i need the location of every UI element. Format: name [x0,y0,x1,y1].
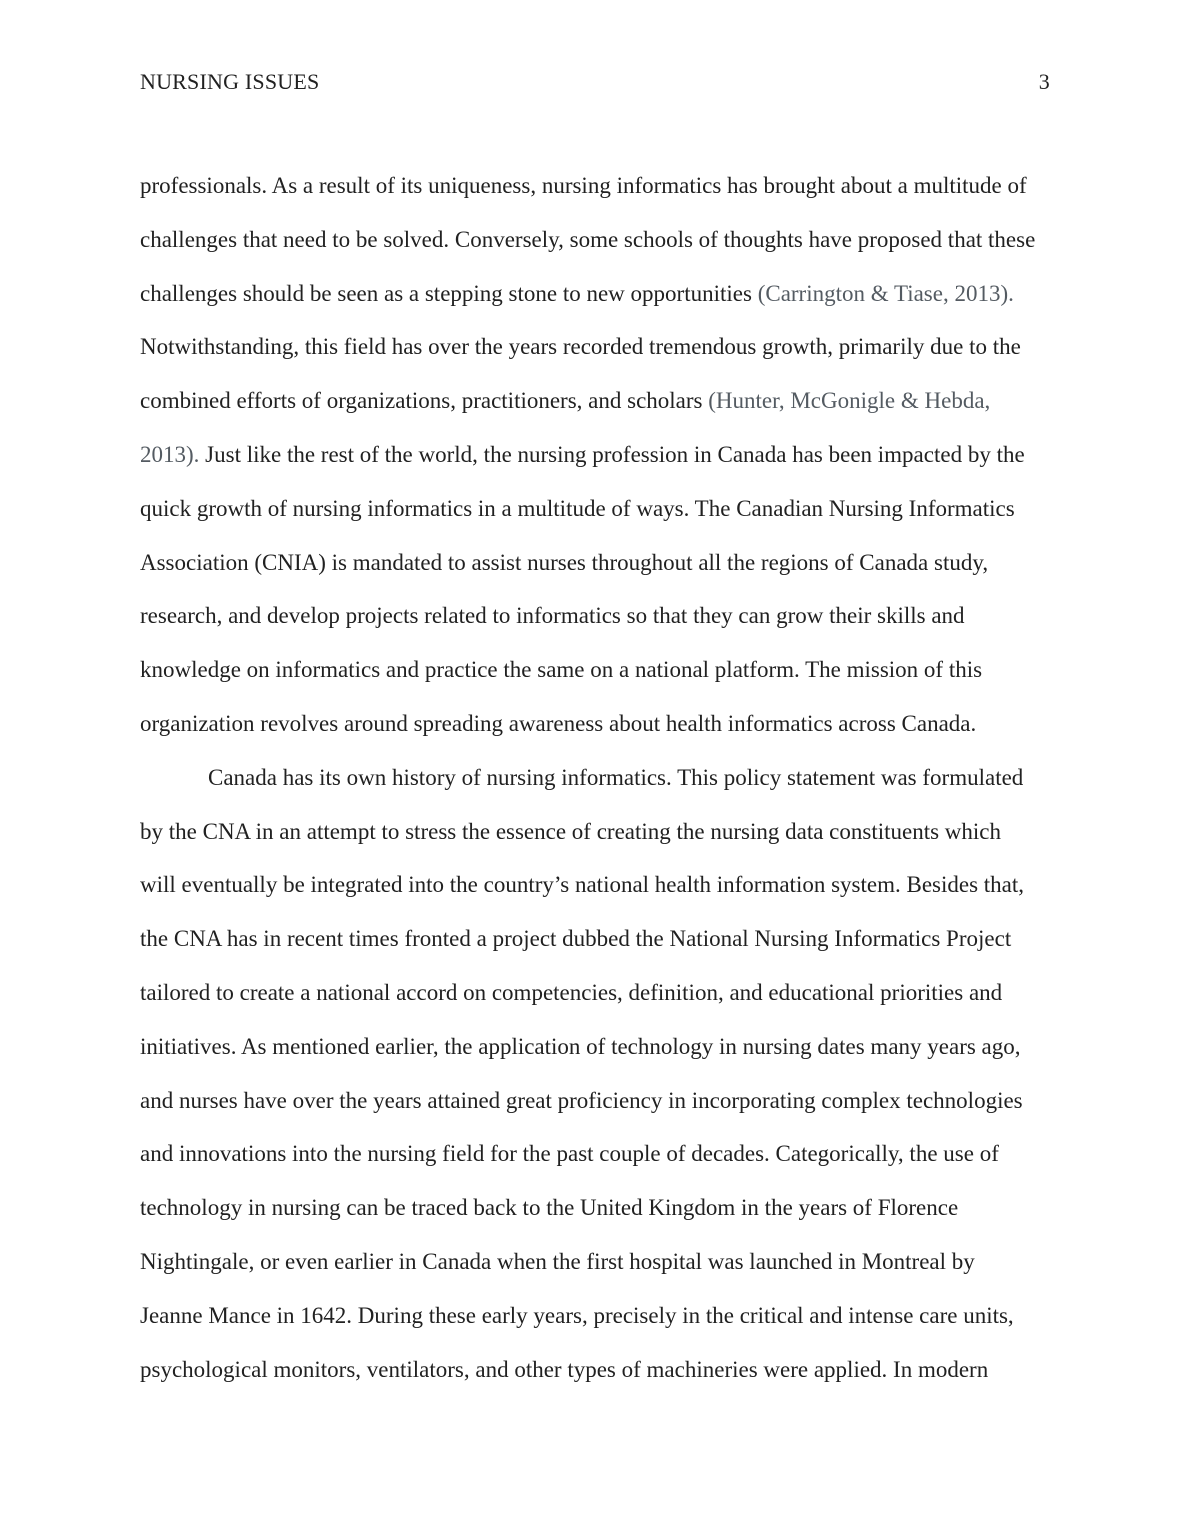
body-text-segment: Nightingale, or even earlier in Canada when the first hospital was launched in Montreal by [140,1248,975,1274]
body-text-segment: and nurses have over the years attained great proficiency in incorporating complex technologies [140,1087,1023,1113]
text-line [140,159,1058,213]
body-text-segment: challenges that need to be solved. Conversely, some schools of thoughts have proposed that these [140,226,1036,252]
body-text-segment: Association (CNIA) is mandated to assist nurses throughout all the regions of Canada study, [140,549,989,575]
body-text-segment: tailored to create a national accord on competencies, definition, and educational priorities and [140,979,1003,1005]
text-line [140,858,1058,912]
text-line [140,536,1058,590]
page-number: 3 [1038,69,1050,94]
body-text-segment: initiatives. As mentioned earlier, the application of technology in nursing dates many years ago, [140,1033,1021,1059]
body-text-segment: will eventually be integrated into the country’s national health information system. Besides that, [140,872,1025,898]
body-text-segment: Canada has its own history of nursing informatics. This policy statement was formulated [208,764,1024,790]
text-line [140,1235,1058,1289]
text-line [140,643,1058,697]
citation-text: (Carrington & Tiase, 2013). [757,280,1014,306]
body-text-segment: the CNA has in recent times fronted a project dubbed the National Nursing Informatics Project [140,926,1012,952]
text-line [140,751,1058,805]
body-text-segment: challenges should be seen as a stepping stone to new opportunities [140,280,758,306]
text-line [140,912,1058,966]
citation-text: 2013). [140,441,200,467]
body-text-segment: quick growth of nursing informatics in a multitude of ways. The Canadian Nursing Informatics [140,495,1015,521]
body-text-segment: psychological monitors, ventilators, and other types of machineries were applied. In modern [140,1356,989,1382]
body-text-segment: research, and develop projects related to informatics so that they can grow their skills and [140,603,965,629]
body-text-segment: by the CNA in an attempt to stress the essence of creating the nursing data constituents which [140,818,1002,844]
body-text-segment: Notwithstanding, this field has over the years recorded tremendous growth, primarily due to the [140,334,1021,360]
body-text-segment: Just like the rest of the world, the nursing profession in Canada has been impacted by the [199,441,1025,467]
body-text-segment: combined efforts of organizations, practitioners, and scholars [140,388,709,414]
text-line [140,805,1058,859]
text-line [140,1074,1058,1128]
text-line [140,966,1058,1020]
text-line [140,267,1058,321]
text-line [140,697,1058,751]
text-line [140,213,1058,267]
running-head [140,68,1050,96]
text-line [140,320,1058,374]
citation-text: (Hunter, McGonigle & Hebda, [708,388,991,414]
text-line [140,1343,1058,1397]
text-line [140,1127,1058,1181]
document-body [140,159,1058,1396]
body-text-segment: professionals. As a result of its uniqueness, nursing informatics has brought about a multitude of [140,173,1027,198]
text-line [140,1289,1058,1343]
text-line [140,374,1058,428]
body-text-segment: organization revolves around spreading awareness about health informatics across Canada. [140,710,977,736]
text-line [140,1181,1058,1235]
body-text-segment: technology in nursing can be traced back to the United Kingdom in the years of Florence [140,1195,959,1221]
running-head-title: NURSING ISSUES [140,69,320,94]
text-line [140,589,1058,643]
body-text-segment: and innovations into the nursing field for the past couple of decades. Categorically, the use of [140,1141,999,1167]
body-text-segment: Jeanne Mance in 1642. During these early years, precisely in the critical and intense care units, [140,1302,1014,1328]
body-text-segment: knowledge on informatics and practice the same on a national platform. The mission of this [140,657,983,683]
text-line [140,1020,1058,1074]
text-line [140,482,1058,536]
text-line [140,428,1058,482]
